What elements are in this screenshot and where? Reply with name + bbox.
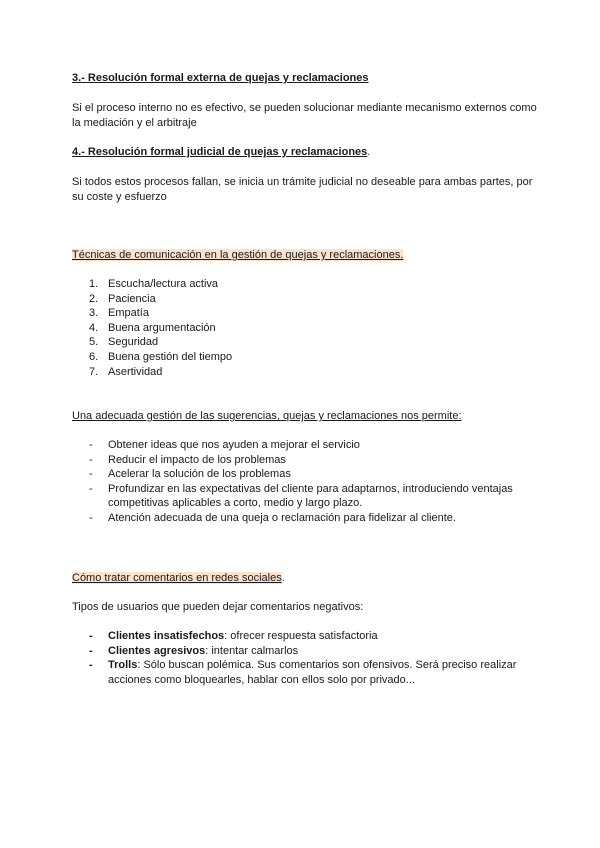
- list-dash: -: [89, 453, 93, 466]
- list-item: [72, 335, 542, 350]
- list-text: Buena argumentación: [108, 321, 216, 334]
- social-intro-wrap: [72, 600, 542, 615]
- section-4-title-tail: .: [367, 146, 371, 158]
- section-4-body: Si todos estos procesos fallan, se inicia un trámite judicial no deseable para ambas partes, por su coste y esfuerzo: [72, 176, 533, 203]
- social-heading: [72, 571, 542, 586]
- list-dash: -: [89, 482, 93, 495]
- list-item: [72, 629, 542, 644]
- list-dash: -: [89, 644, 93, 657]
- list-label: Clientes agresivos: [108, 644, 206, 657]
- section-4-body-wrap: [72, 175, 542, 204]
- section-3: [72, 71, 542, 86]
- social-title-tail: .: [281, 572, 285, 584]
- list-item: [72, 467, 542, 482]
- section-4-title: 4.- Resolución formal judicial de quejas y reclamaciones: [72, 146, 368, 158]
- social-title: Cómo tratar comentarios en redes sociales: [72, 572, 282, 584]
- list-item: [72, 658, 542, 687]
- techniques-title: Técnicas de comunicación en la gestión de quejas y reclamaciones.: [72, 249, 404, 261]
- techniques-heading: [72, 248, 542, 263]
- list-item: [72, 644, 542, 659]
- benefits-list: [72, 438, 542, 526]
- section-4: [72, 145, 542, 160]
- social-section: [72, 571, 542, 586]
- list-number: 4.: [89, 321, 99, 334]
- list-number: 6.: [89, 350, 99, 363]
- list-text: Paciencia: [108, 292, 156, 305]
- list-item: [72, 365, 542, 380]
- list-text: Profundizar en las expectativas del cliente para adaptarnos, introduciendo ventajas competitivas aplicables a corto, medio y largo plazo.: [108, 482, 513, 510]
- list-text: Obtener ideas que nos ayuden a mejorar el servicio: [108, 439, 360, 451]
- section-4-heading: [72, 145, 542, 160]
- list-item: [72, 511, 542, 526]
- section-3-body: Si el proceso interno no es efectivo, se pueden solucionar mediante mecanismo externos como la mediación y el arbitraje: [72, 102, 537, 129]
- benefits-section: [72, 409, 542, 424]
- list-label: Trolls: [108, 659, 138, 672]
- list-dash: -: [89, 630, 93, 642]
- social-intro: Tipos de usuarios que pueden dejar comentarios negativos:: [72, 601, 364, 613]
- section-3-title: 3.- Resolución formal externa de quejas y reclamaciones: [72, 72, 369, 84]
- list-number: 3.: [89, 307, 99, 320]
- list-text: Buena gestión del tiempo: [108, 350, 233, 363]
- list-number: 5.: [89, 336, 99, 349]
- user-types-list: [72, 629, 542, 687]
- list-item: [72, 321, 542, 336]
- benefits-title: Una adecuada gestión de las sugerencias, quejas y reclamaciones nos permite:: [72, 410, 462, 422]
- list-item: [72, 453, 542, 468]
- list-text: Escucha/lectura activa: [108, 278, 219, 290]
- list-text: Asertividad: [108, 365, 163, 378]
- list-text: Acelerar la solución de los problemas: [108, 468, 291, 481]
- list-dash: -: [89, 659, 93, 672]
- section-3-body-wrap: [72, 101, 542, 130]
- list-text: : intentar calmarlos: [205, 644, 299, 657]
- list-text: Atención adecuada de una queja o reclamación para fidelizar al cliente.: [108, 511, 456, 524]
- list-number: 1.: [89, 278, 99, 290]
- list-item: [72, 482, 542, 511]
- list-dash: -: [89, 468, 93, 481]
- techniques-list: [72, 277, 542, 379]
- list-text: : Sólo buscan polémica. Sus comentarios son ofensivos. Será preciso realizar acciones como bloquearles, hablar con ellos solo por privado...: [108, 659, 517, 686]
- list-item: [72, 306, 542, 321]
- list-number: 7.: [89, 365, 99, 378]
- list-dash: -: [89, 439, 93, 451]
- list-item: [72, 350, 542, 365]
- list-label: Clientes insatisfechos: [108, 630, 225, 642]
- list-text: Reducir el impacto de los problemas: [108, 453, 286, 466]
- list-item: [72, 277, 542, 292]
- benefits-heading: [72, 409, 542, 424]
- list-text: Empatía: [108, 307, 149, 320]
- list-item: [72, 292, 542, 307]
- techniques-section: [72, 248, 542, 263]
- list-text: : ofrecer respuesta satisfactoria: [224, 630, 378, 642]
- list-dash: -: [89, 511, 93, 524]
- list-text: Seguridad: [108, 336, 159, 349]
- list-item: [72, 438, 542, 453]
- list-number: 2.: [89, 292, 99, 305]
